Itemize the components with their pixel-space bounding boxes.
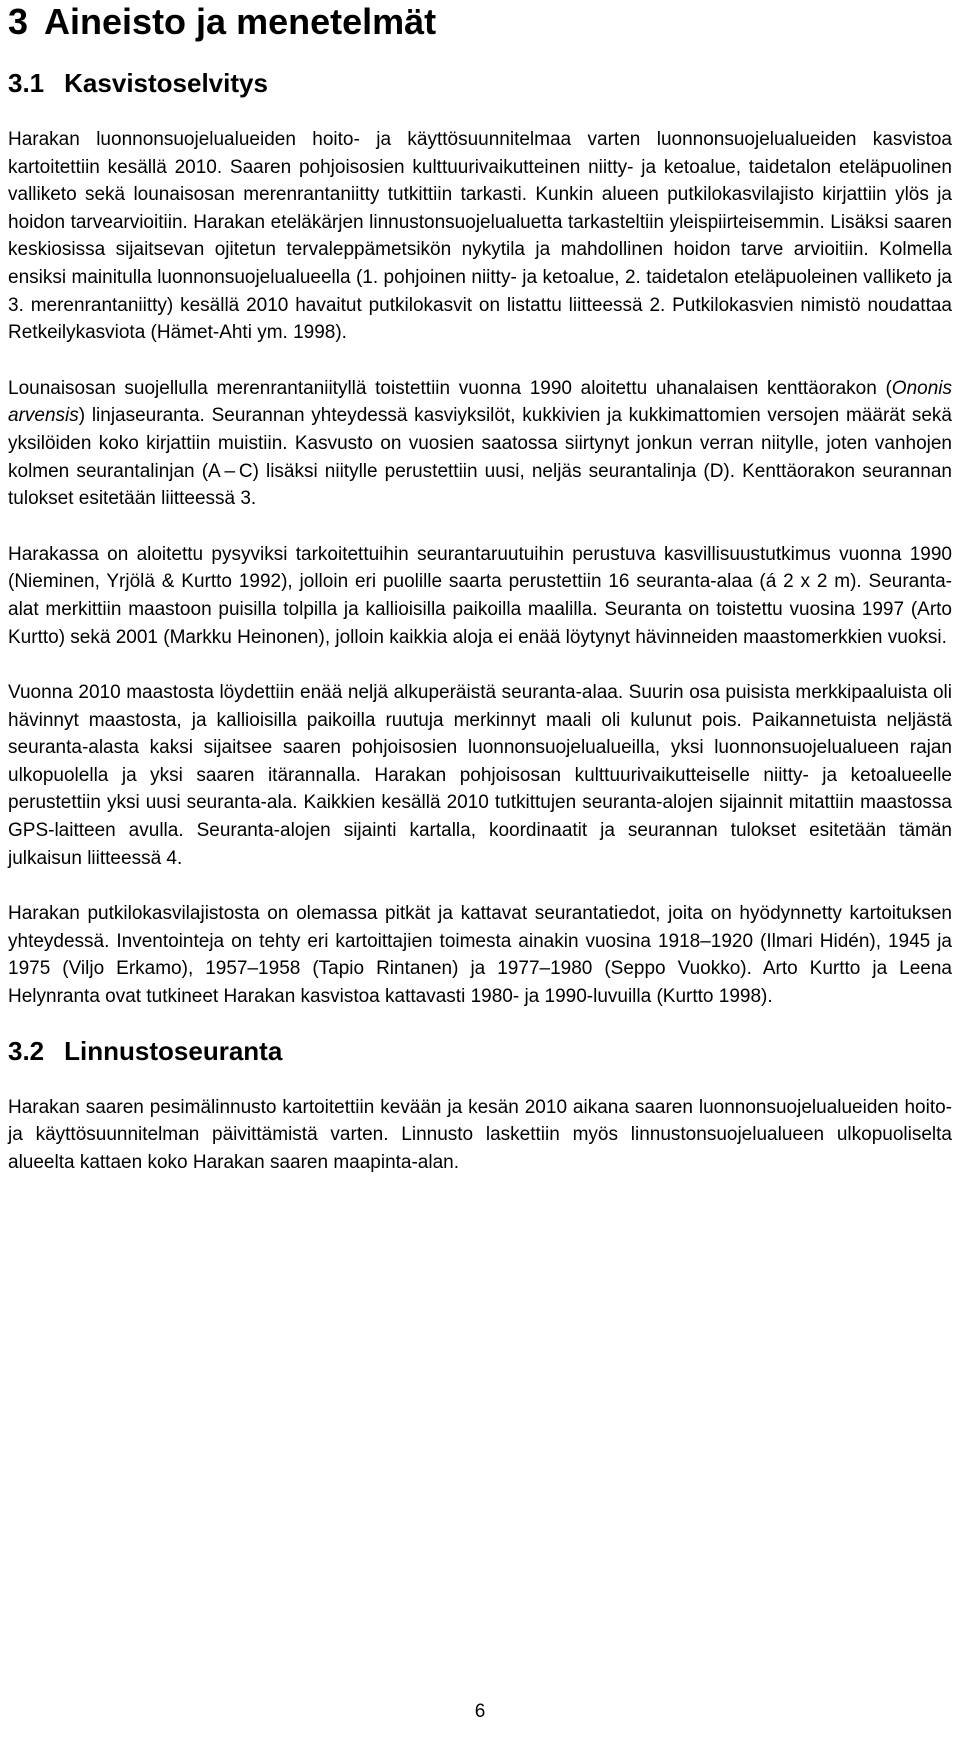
section-number: 3.1 — [8, 68, 45, 98]
section-heading-linnustoseuranta — [8, 1035, 952, 1067]
document-page — [8, 0, 952, 1176]
chapter-heading — [8, 0, 952, 42]
section-number: 3.2 — [8, 1035, 45, 1066]
paragraph-linnusto: Harakan saaren pesimälinnusto kartoitettiin kevään ja kesän 2010 aikana saaren luonnonsuojelualueiden hoito- ja käyttösuunnitelman päivittämistä varten. Linnusto laskettiin myös linnustonsuojelualueen ulkopuoliselta alueelta kattaen koko Harakan saaren maapinta-alan. — [8, 1096, 952, 1173]
paragraph-seurantatiedot: Harakan putkilokasvilajistosta on olemassa pitkät ja kattavat seurantatiedot, joita on hyödynnetty kartoituksen yhteydessä. Inventointeja on tehty eri kartoittajien toimesta ainakin vuosina 1918–1920 (Ilmari Hidén), 1945 ja 1975 (Viljo Erkamo), 1957–1958 (Tapio Rintanen) ja 1977–1980 (Seppo Vuokko). Arto Kurtto ja Leena Helynranta ovat tutkineet Harakan kasvistoa kattavasti 1980- ja 1990-luvuilla (Kurtto 1998). — [8, 903, 952, 1008]
page-number: 6 — [474, 1701, 486, 1722]
section-title: Linnustoseuranta — [64, 1035, 283, 1066]
paragraph-kenttaorakko — [8, 375, 952, 513]
paragraph-seurantaruudut: Harakassa on aloitettu pysyviksi tarkoitettuihin seurantaruutuihin perustuva kasvillisuustutkimus vuonna 1990 (Nieminen, Yrjölä & Kurtto 1992), jolloin eri puolille saarta perustettiin 16 seuranta-alaa (á 2 x 2 m). Seuranta-alat merkittiin maastoon puisilla tolpilla ja kallioisilla paikoilla maalilla. Seuranta on toistettu vuosina 1997 (Arto Kurtto) sekä 2001 (Markku Heinonen), jolloin kaikkia aloja ei enää löytynyt hävinneiden maastomerkkien vuoksi. — [8, 543, 952, 648]
chapter-number: 3 — [8, 1, 29, 42]
paragraph-seuranta-alat-2010: Vuonna 2010 maastosta löydettiin enää neljä alkuperäistä seuranta-alaa. Suurin osa puisista merkkipaaluista oli hävinnyt maastosta, ja kallioisilla paikoilla ruutuja merkinnyt maali oli kulunut pois. Paikannetuista neljästä seuranta-alasta kaksi sijaitsee saaren pohjoisosien luonnonsuojelualueilla, yksi luonnonsuojelualueen rajan ulkopuolella ja yksi saaren itärannalla. Harakan pohjoisosan kulttuurivaikutteiselle niitty- ja ketoalueelle perustettiin yksi uusi seuranta-ala. Kaikkien kesällä 2010 tutkittujen seuranta-alojen sijainnit mitattiin maastossa GPS-laitteen avulla. Seuranta-alojen sijainti kartalla, koordinaatit ja seurannan tulokset esitetään tämän julkaisun liitteessä 4. — [8, 682, 952, 869]
paragraph-kenttaorakko-end: ) linjaseuranta. Seurannan yhteydessä kasviyksilöt, kukkivien ja kukkimattomien versojen määrät sekä yksilöiden koko kirjattiin muistiin. Kasvusto on vuosien saatossa siirtynyt jonkun verran niitylle, joten vanhojen kolmen seurantalinjan (A – C) lisäksi niitylle perustettiin uusi, neljäs seurantalinja (D). Kenttäorakon seurannan tulokset esitetään liitteessä 3. — [8, 405, 952, 510]
paragraph-kasvisto-intro: Harakan luonnonsuojelualueiden hoito- ja käyttösuunnitelmaa varten luonnonsuojelualueiden kasvistoa kartoitettiin kesällä 2010. Saaren pohjoisosien kulttuurivaikutteinen niitty- ja ketoalue, taidetalon eteläpuolinen valliketo sekä lounaisosan merenrantaniitty tutkittiin tarkasti. Kunkin alueen putkilokasvilajisto kirjattiin ylös ja hoidon tarvearvioitiin. Harakan eteläkärjen linnustonsuojelualuetta tarkasteltiin yleispiirteisemmin. Lisäksi saaren keskiosissa sijaitsevan ojitetun tervaleppämetsikön nykytila ja mahdollinen hoidon tarve arvioitiin. Kolmella ensiksi mainitulla luonnonsuojelualueella (1. pohjoinen niitty- ja ketoalue, 2. taidetalon eteläpuoleinen valliketo ja 3. merenrantaniitty) kesällä 2010 havaitut putkilokasvit on listattu liitteessä 2. Putkilokasvien nimistö noudattaa Retkeilykasviota (Hämet-Ahti ym. 1998). — [8, 129, 952, 344]
species-name: Ononis arvensis — [8, 377, 952, 427]
section-heading-kasvistoselvitys — [8, 67, 952, 99]
section-title: Kasvistoselvitys — [64, 68, 268, 98]
paragraph-kenttaorakko-start: Lounaisosan suojellulla merenrantaniityllä toistettiin vuonna 1990 aloitettu uhanalaisen kenttäorakon ( — [8, 377, 892, 399]
chapter-title: Aineisto ja menetelmät — [44, 1, 437, 42]
